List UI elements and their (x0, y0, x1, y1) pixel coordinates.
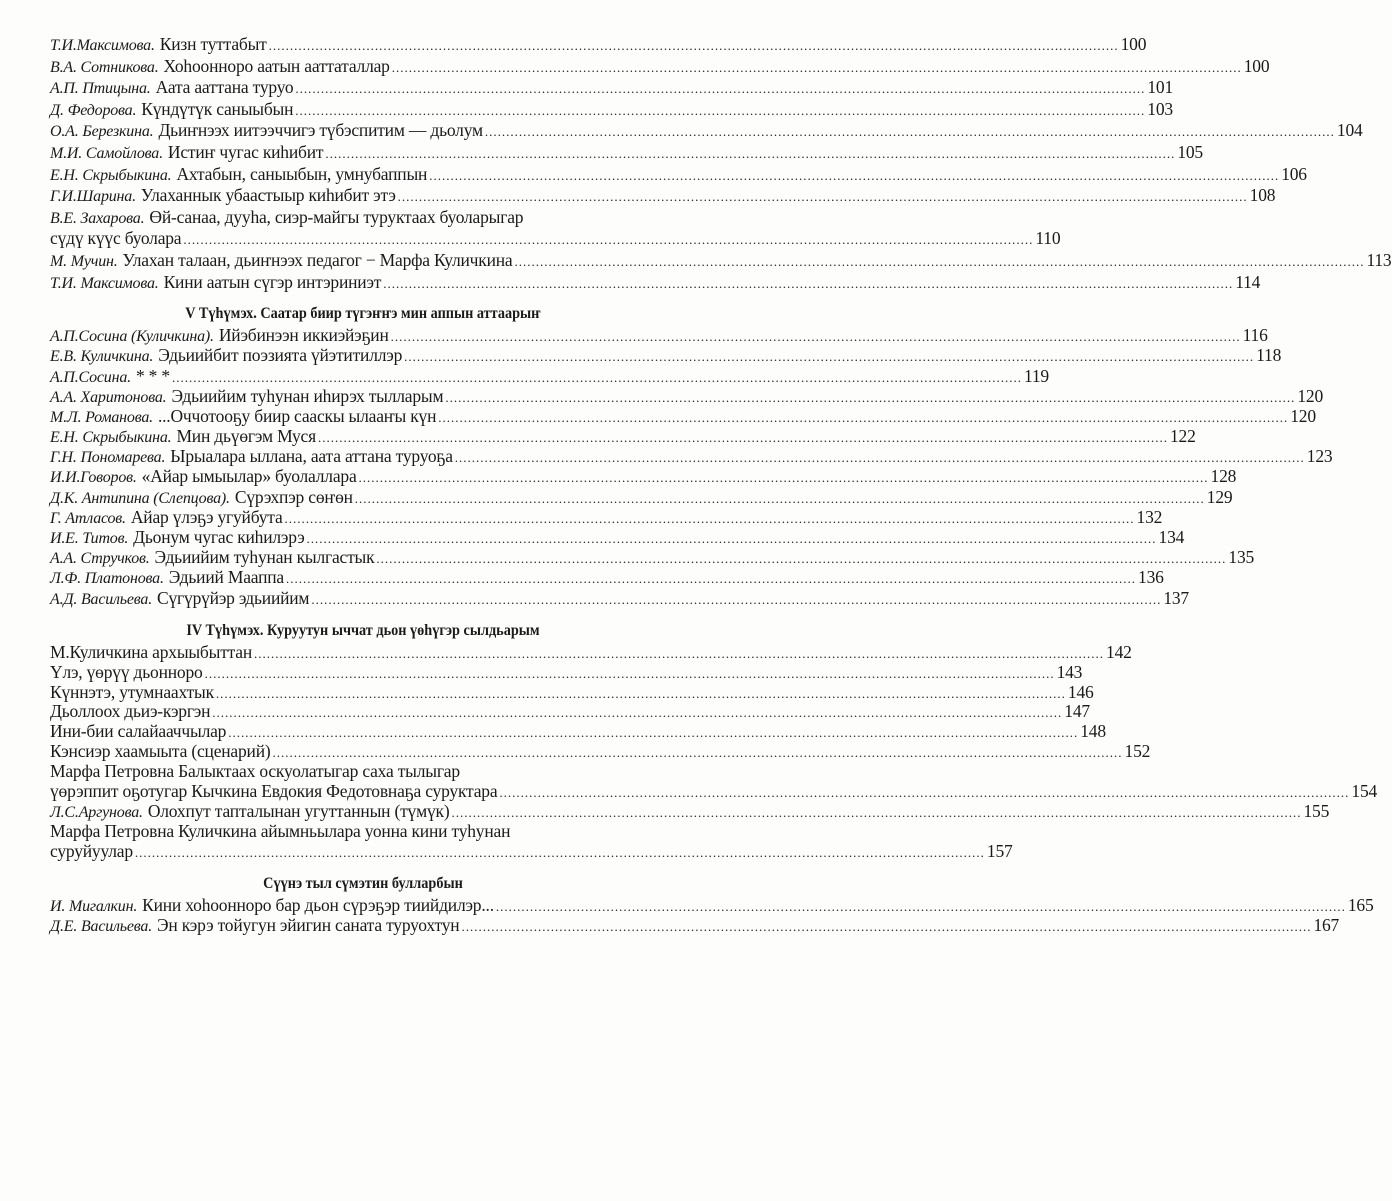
entry-author: М.И. Самойлова. (50, 144, 163, 162)
entry-author: Д.К. Антипина (Слепцова). (50, 489, 230, 507)
dot-leader: ........................................................................................................................................................................................................ (514, 253, 1365, 269)
dot-leader: ........................................................................................................................................................................................................ (254, 645, 1105, 661)
dot-leader: ........................................................................................................................................................................................................ (306, 531, 1157, 546)
entry-page: 116 (1242, 325, 1268, 346)
dot-leader: ........................................................................................................................................................................................................ (215, 685, 1066, 701)
entry-page: 148 (1080, 721, 1106, 742)
entry-author: Е.Н. Скрыбыкина. (50, 166, 172, 184)
entry-author: А.П.Сосина (Куличкина). (50, 328, 214, 346)
toc-entry-line (50, 207, 676, 229)
entry-title: Сүгүрүйэр эдьиийим (157, 587, 310, 608)
dot-leader: ........................................................................................................................................................................................................ (171, 369, 1022, 385)
entry-author: Г.Н. Пономарева. (50, 449, 166, 467)
toc-entry (50, 914, 1340, 935)
dot-leader: ........................................................................................................................................................................................................ (183, 232, 1034, 248)
entry-author: А.А. Харитонова. (50, 388, 167, 406)
toc-section (50, 620, 1378, 861)
toc-entry (50, 446, 1333, 467)
toc-entry (50, 249, 1392, 272)
entry-author: А.П. Птицына. (50, 80, 151, 98)
dot-leader: ........................................................................................................................................................................................................ (495, 898, 1346, 914)
entry-author: И.Е. Титов. (50, 530, 129, 547)
dot-leader: ........................................................................................................................................................................................................ (397, 189, 1248, 205)
entry-title: Улахан талаан, дьиҥнээх педагог − Марфа Куличкина (122, 249, 513, 270)
toc-entry (50, 721, 1106, 742)
toc-entry (50, 271, 1261, 294)
toc-entry (50, 587, 1189, 608)
entry-title: Марфа Петровна Балыктаах оскуолатыгар саха тылыгар (50, 761, 460, 782)
entry-page: 100 (1120, 34, 1147, 54)
toc-entry (50, 185, 1276, 207)
dot-leader: ........................................................................................................................................................................................................ (390, 329, 1241, 345)
toc-entry (50, 385, 1324, 406)
table-of-contents (50, 34, 1392, 935)
entry-title: Кизн туттабыт (159, 34, 267, 54)
section-heading: Сүүнэ тыл сүмэтин булларбын (263, 874, 463, 892)
toc-entry (50, 741, 1151, 762)
entry-title: Аата ааттана туруо (155, 77, 294, 98)
entry-page: 154 (1351, 780, 1378, 801)
dot-leader: ........................................................................................................................................................................................................ (454, 450, 1305, 466)
entry-page: 106 (1281, 163, 1307, 184)
dot-leader: ........................................................................................................................................................................................................ (311, 591, 1162, 607)
dot-leader: ........................................................................................................................................................................................................ (212, 705, 1063, 721)
dot-leader: ........................................................................................................................................................................................................ (391, 59, 1242, 75)
dot-leader: ........................................................................................................................................................................................................ (134, 844, 985, 860)
entry-title: Дьонум чугас киһилэрэ (133, 527, 305, 547)
entry-page: 167 (1313, 914, 1340, 935)
entry-page: 110 (1035, 228, 1061, 249)
toc-entry-line (50, 228, 1061, 250)
entry-title: Ини-бии салайааччылар (50, 721, 227, 742)
dot-leader: ........................................................................................................................................................................................................ (295, 102, 1146, 118)
toc-entry-line (50, 840, 1013, 861)
entry-page: 119 (1023, 365, 1049, 386)
dot-leader: ........................................................................................................................................................................................................ (325, 145, 1176, 161)
toc-section (50, 303, 1333, 608)
entry-title: Улаханнык убаастыыр киһибит этэ (140, 185, 396, 206)
entry-page: 146 (1067, 681, 1094, 702)
entry-title: Ырыалара ыллана, аата аттана туруоҕа (170, 446, 453, 467)
dot-leader: ........................................................................................................................................................................................................ (445, 389, 1296, 405)
entry-title: Олохпут тапталынан угуттаннын (түмүк) (147, 800, 450, 821)
entry-author: М.Л. Романова. (50, 408, 153, 426)
entry-title: Ийэбинээн иккиэйэҕин (218, 325, 389, 346)
toc-entry (50, 163, 1307, 186)
dot-leader: ........................................................................................................................................................................................................ (484, 124, 1335, 140)
entry-title: Дьоллоох дьиэ-кэргэн (50, 701, 211, 722)
entry-author: Л.Ф. Платонова. (50, 570, 164, 588)
dot-leader: ........................................................................................................................................................................................................ (358, 470, 1209, 486)
entry-page: 165 (1347, 894, 1374, 915)
entry-author: М. Мучин. (50, 252, 118, 270)
entry-author: А.П.Сосина. (50, 368, 131, 386)
dot-leader: ........................................................................................................................................................................................................ (295, 81, 1146, 97)
entry-author: Т.И.Максимова. (50, 37, 155, 54)
dot-leader: ........................................................................................................................................................................................................ (286, 571, 1137, 587)
entry-page: 143 (1056, 661, 1083, 682)
toc-entry (50, 345, 1282, 366)
entry-title: «Айар ымыылар» буолаллара (141, 466, 357, 487)
entry-page: 105 (1177, 141, 1203, 162)
entry-page: 113 (1366, 249, 1392, 270)
entry-author: Г. Атласов. (50, 509, 126, 527)
entry-title: Кини хоһоонноро бар дьон сүрэҕэр тиийдилэр... (142, 894, 494, 915)
entry-author: И.И.Говоров. (50, 469, 137, 487)
toc-entry (50, 325, 1268, 346)
toc-entry (50, 120, 1363, 142)
entry-author: Т.И. Максимова. (50, 274, 159, 292)
entry-title: Кэнсиэр хаамыыта (сценарий) (50, 741, 271, 762)
entry-page: 157 (986, 840, 1013, 861)
entry-title: ...Оччотооҕу биир сааскы ылааҥы күн (157, 405, 437, 426)
dot-leader: ........................................................................................................................................................................................................ (429, 167, 1280, 183)
entry-page: 101 (1147, 77, 1174, 98)
toc-entry-line (50, 780, 1378, 801)
entry-title: Өй-санаа, дууһа, сиэр-майгы туруктаах буоларыгар (149, 206, 524, 227)
entry-author: В.А. Сотникова. (50, 58, 159, 76)
entry-page: 123 (1306, 446, 1333, 467)
entry-page: 147 (1064, 701, 1090, 722)
entry-title: Күндүтүк саныыбын (141, 98, 294, 119)
entry-author: Г.И.Шарина. (50, 188, 136, 206)
entry-page: 129 (1206, 486, 1233, 507)
dot-leader: ........................................................................................................................................................................................................ (204, 665, 1055, 681)
entry-page: 155 (1303, 800, 1330, 821)
section-heading: V Түһүмэх. Саатар биир түгэҥҥэ мин аппын аттаарыҥ (185, 305, 541, 323)
dot-leader: ........................................................................................................................................................................................................ (272, 745, 1123, 761)
toc-entry (50, 641, 1132, 662)
section-heading: IV Түһүмэх. Куруутун ыччат дьон үөһүгэр сылдьарым (186, 621, 540, 639)
entry-title: Ахтабын, саныыбын, умнубаппын (176, 163, 428, 184)
entry-title: М.Куличкина архыыбыттан (50, 641, 253, 662)
toc-entry (50, 34, 1147, 56)
toc-entry (50, 98, 1173, 121)
toc-entry (50, 701, 1090, 722)
entry-author: Е.В. Куличкина. (50, 348, 154, 366)
entry-author: А.А. Стручков. (50, 550, 150, 568)
entry-page: 134 (1158, 527, 1185, 547)
toc-entry-line (50, 821, 676, 841)
toc-section (50, 34, 1392, 293)
entry-title: Дьиҥнээх иитээччигэ түбэспитим — дьолум (158, 120, 483, 141)
entry-page: 118 (1256, 345, 1282, 366)
toc-entry (50, 547, 1255, 568)
entry-title: Үлэ, үөрүү дьонноро (50, 661, 203, 682)
dot-leader: ........................................................................................................................................................................................................ (383, 275, 1234, 291)
entry-title: Истиҥ чугас киһибит (167, 141, 324, 162)
toc-entry (50, 77, 1174, 99)
dot-leader: ........................................................................................................................................................................................................ (376, 551, 1227, 567)
entry-page: 114 (1235, 271, 1261, 292)
entry-title: Эдьиийбит поэзията үйэтитиллэр (158, 345, 403, 366)
toc-entry-line (50, 761, 676, 781)
dot-leader: ........................................................................................................................................................................................................ (268, 38, 1119, 53)
dot-leader: ........................................................................................................................................................................................................ (228, 725, 1079, 741)
entry-author: А.Д. Васильева. (50, 590, 153, 608)
entry-title-continued: суруйуулар (50, 840, 133, 861)
entry-page: 137 (1163, 587, 1189, 608)
dot-leader: ........................................................................................................................................................................................................ (404, 349, 1255, 365)
entry-title: * * * (135, 365, 170, 386)
entry-title: Марфа Петровна Куличкина айымньылара уонна кини туһунан (50, 820, 511, 841)
toc-entry (50, 527, 1185, 547)
entry-author: Л.С.Аргунова. (50, 803, 143, 821)
entry-author: Д.Е. Васильева. (50, 917, 153, 935)
entry-title: Кини аатын сүгэр интэриниэт (163, 271, 382, 292)
toc-entry (50, 681, 1094, 702)
entry-author: О.А. Березкина. (50, 123, 154, 141)
toc-entry (50, 486, 1233, 507)
entry-page: 135 (1228, 547, 1255, 568)
entry-title: Хоһоонноро аатын ааттаталлар (163, 55, 390, 76)
entry-page: 108 (1249, 185, 1276, 206)
toc-entry (50, 506, 1163, 527)
toc-entry (50, 55, 1270, 78)
entry-page: 128 (1210, 466, 1237, 487)
toc-entry (50, 141, 1203, 164)
toc-section (50, 873, 1374, 936)
entry-page: 136 (1138, 567, 1164, 588)
entry-title: Эдьиий Мааппа (168, 567, 285, 588)
dot-leader: ........................................................................................................................................................................................................ (284, 510, 1135, 526)
toc-entry (50, 426, 1196, 447)
dot-leader: ........................................................................................................................................................................................................ (499, 784, 1350, 800)
dot-leader: ........................................................................................................................................................................................................ (438, 409, 1289, 425)
entry-page: 103 (1147, 98, 1173, 119)
entry-page: 142 (1106, 641, 1132, 662)
entry-title: Күннэтэ, утумнаахтык (50, 681, 214, 702)
dot-leader: ........................................................................................................................................................................................................ (451, 804, 1302, 820)
dot-leader: ........................................................................................................................................................................................................ (461, 918, 1312, 934)
entry-title-continued: сүдү күүс буолара (50, 228, 182, 249)
entry-title: Эдьиийим туһунан иһирэх тылларым (171, 385, 444, 406)
entry-page: 120 (1290, 405, 1316, 426)
entry-page: 104 (1336, 120, 1363, 141)
toc-entry (50, 567, 1164, 588)
entry-author: Д. Федорова. (50, 101, 137, 119)
toc-entry (50, 800, 1330, 821)
entry-title: Сүрэхпэр сөҥөн (234, 486, 353, 507)
entry-title: Эн кэрэ тойугун эйигин саната туруохтун (157, 914, 460, 935)
dot-leader: ........................................................................................................................................................................................................ (317, 430, 1168, 446)
entry-page: 100 (1243, 55, 1270, 76)
entry-author: В.Е. Захарова. (50, 209, 145, 227)
entry-page: 132 (1136, 506, 1163, 527)
entry-title: Эдьиийим туһунан кылгастык (154, 547, 375, 568)
toc-entry (50, 661, 1083, 682)
entry-author: И. Мигалкин. (50, 897, 138, 915)
toc-entry (50, 365, 1049, 386)
dot-leader: ........................................................................................................................................................................................................ (354, 490, 1205, 506)
toc-entry (50, 466, 1237, 487)
entry-title: Мин дьүөгэм Муся (176, 426, 316, 447)
entry-title-continued: үөрэппит оҕотугар Кычкина Евдокия Федотовнаҕа суруктара (50, 780, 498, 801)
toc-entry (50, 894, 1374, 915)
entry-author: Е.Н. Скрыбыкина. (50, 429, 172, 447)
entry-title: Айар үлэҕэ угуйбута (130, 506, 283, 527)
toc-entry (50, 405, 1316, 426)
entry-page: 152 (1124, 741, 1151, 762)
entry-page: 120 (1297, 385, 1324, 406)
entry-page: 122 (1169, 426, 1196, 447)
